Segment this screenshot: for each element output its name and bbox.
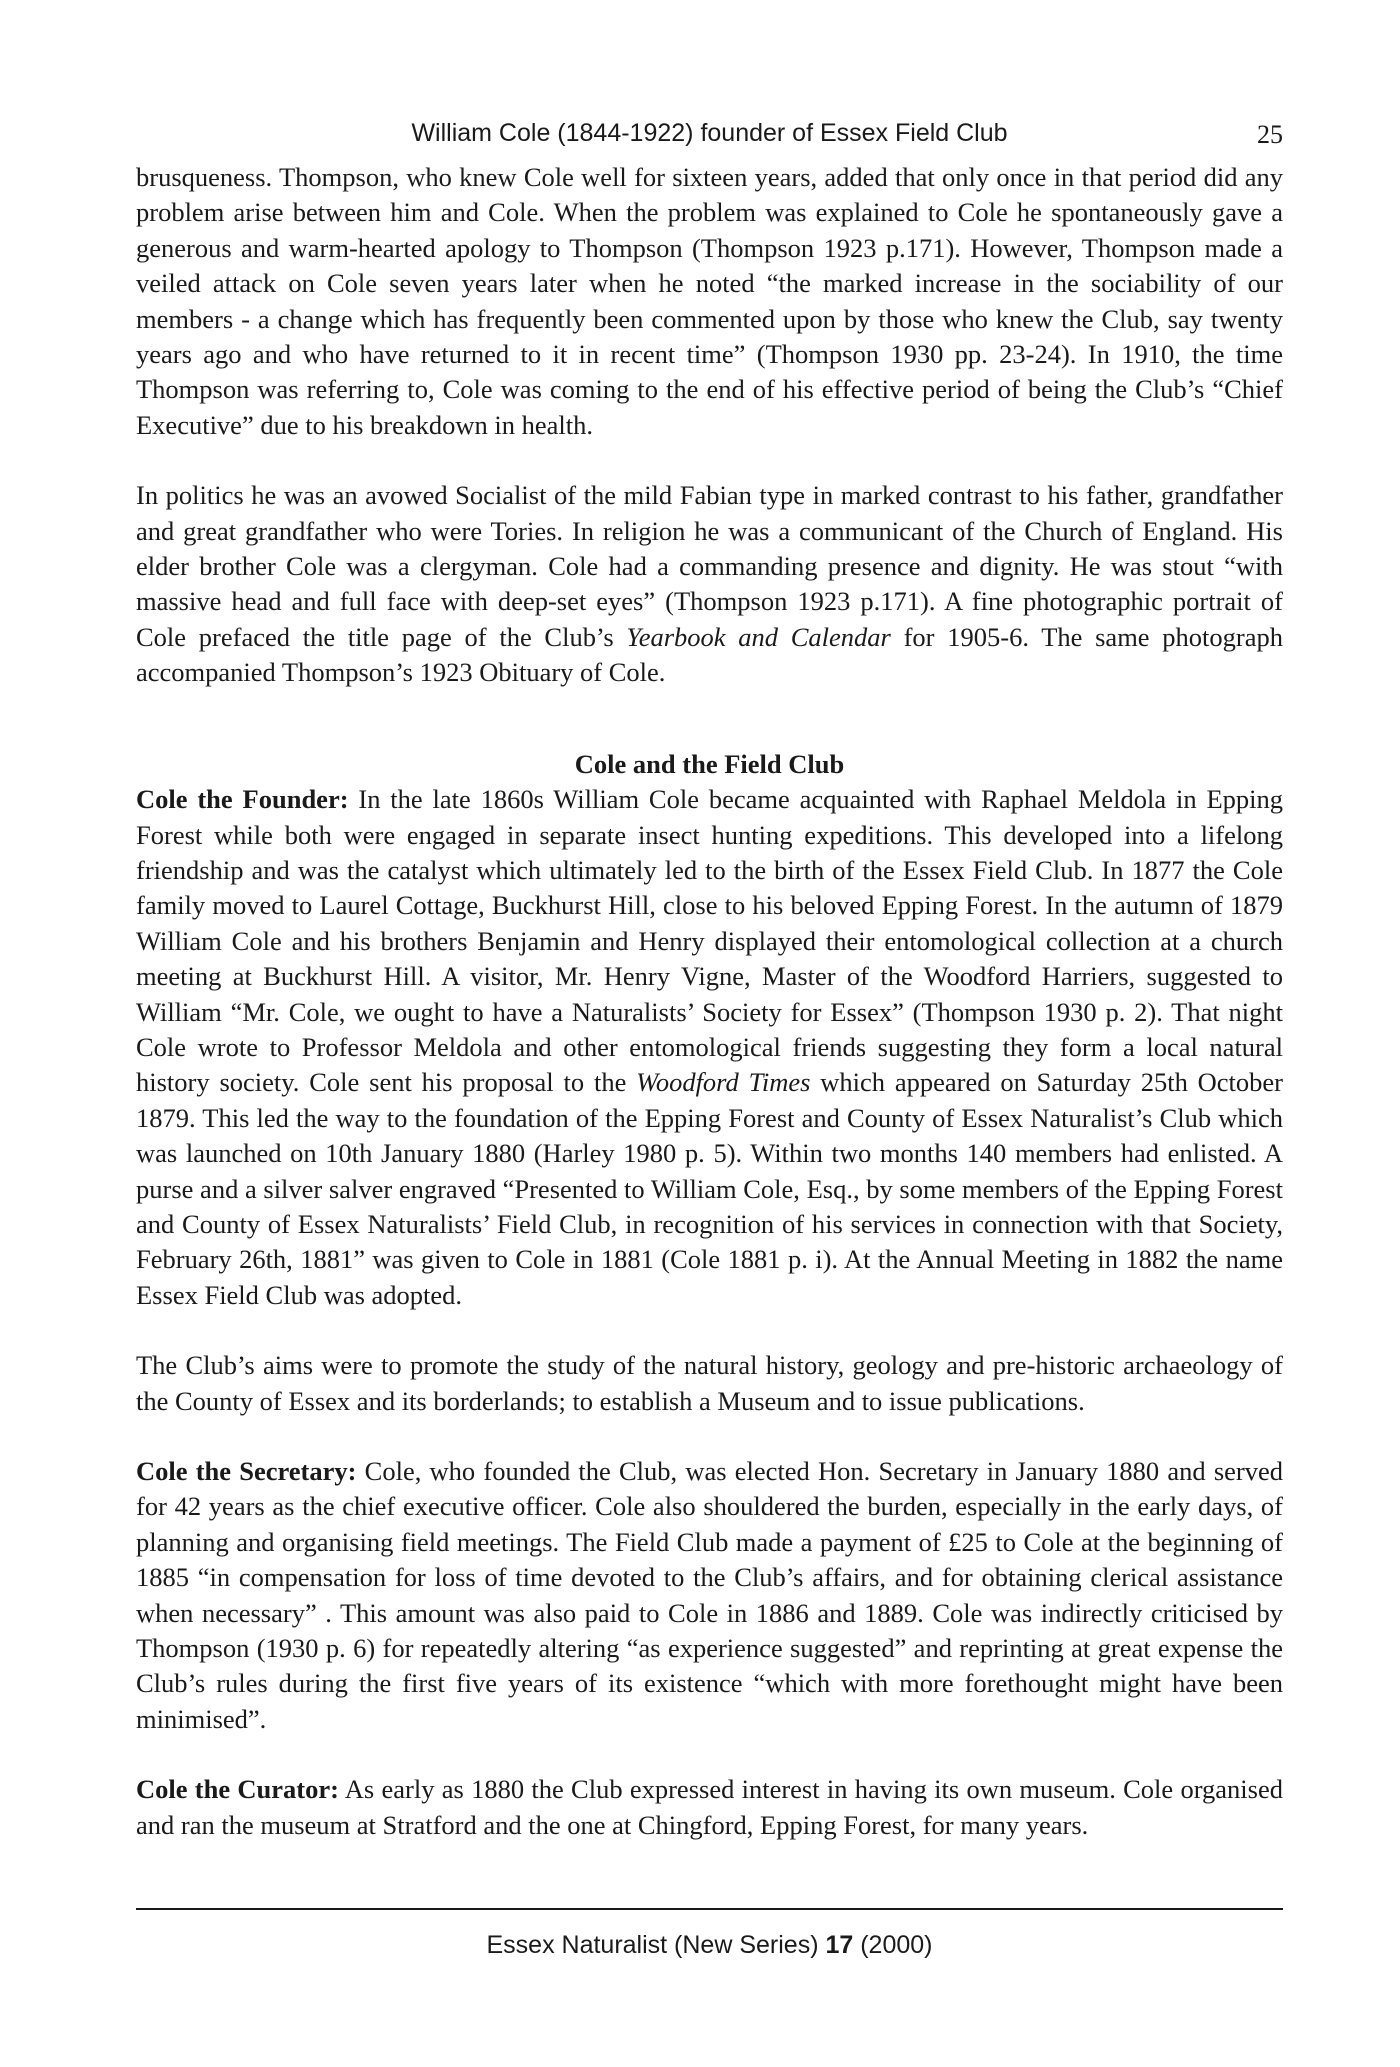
page-number: 25 — [1257, 120, 1283, 149]
paragraph-thompson: brusqueness. Thompson, who knew Cole well for sixteen years, added that only once in that period did any problem arise between him and Cole. When the problem was explained to Cole he spontaneously gave a generous and warm-hearted apology to Thompson (Thompson 1923 p.171). However, Thompson made a veiled attack on Cole seven years later when he noted “the marked increase in the sociability of our members - a change which has frequently been commented upon by those who knew the Club, say twenty years ago and who have returned to it in recent time” (Thompson 1930 pp. 23-24). In 1910, the time Thompson was referring to, Cole was coming to the end of his effective period of being the Club’s “Chief Executive” due to his breakdown in health. — [136, 162, 1283, 440]
section-heading: Cole and the Field Club — [574, 748, 845, 779]
paragraph-aims: The Club’s aims were to promote the study of the natural history, geology and pre-historic archaeology of the County of Essex and its borderlands; to establish a Museum and to issue publications. — [136, 1350, 1283, 1416]
politics-text-2: for 1905-6. The same photograph accompanied Thompson’s 1923 Obituary of Cole. — [136, 621, 1284, 688]
founder-lead: Cole the Founder: — [136, 784, 349, 815]
founder-text-2: which appeared on Saturday 25th October 1879. This led the way to the foundation of the Epping Forest and County of Essex Naturalist’s Club which was launched on 10th January 1880 (Harley 1980 p. 5). Within two months 140 members had enlisted. A purse and a silver salver engraved “Presented to William Cole, Esq., by some members of the Epping Forest and County of Essex Naturalists’ Field Club, in recognition of his services in connection with that Society, February 26th, 1881” was given to Cole in 1881 (Cole 1881 p. i). At the Annual Meeting in 1882 the name Essex Field Club was adopted. — [136, 1067, 1284, 1310]
founder-text-1: In the late 1860s William Cole became acquainted with Raphael Meldola in Epping Forest while both were engaged in separate insect hunting expeditions. This developed into a lifelong friendship and was the catalyst which ultimately led to the birth of the Essex Field Club. In 1877 the Cole family moved to Laurel Cottage, Buckhurst Hill, close to his beloved Epping Forest. In the autumn of 1879 William Cole and his brothers Benjamin and Henry displayed their entomological collection at a church meeting at Buckhurst Hill. A visitor, Mr. Henry Vigne, Master of the Woodford Harriers, suggested to William “Mr. Cole, we ought to have a Naturalists’ Society for Essex” (Thompson 1930 p. 2). That night Cole wrote to Professor Meldola and other entomological friends suggesting they form a local natural history society. Cole sent his proposal to the — [136, 784, 1283, 1098]
article-body — [136, 160, 1283, 1843]
running-title: William Cole (1844-1922) founder of Essex Field Club — [411, 119, 1008, 147]
secretary-text: Cole, who founded the Club, was elected Hon. Secretary in January 1880 and served for 42 years as the chief executive officer. Cole also shouldered the burden, especially in the early days, of planning and organising field meetings. The Field Club made a payment of £25 to Cole at the beginning of 1885 “in compensation for loss of time devoted to the Club’s affairs, and for obtaining clerical assistance when necessary” . This amount was also paid to Cole in 1886 and 1889. Cole was indirectly criticised by Thompson (1930 p. 6) for repeatedly altering “as experience suggested” and reprinting at great expense the Club’s rules during the first five years of its existence “which with more forethought might have been minimised”. — [136, 1456, 1283, 1734]
curator-lead: Cole the Curator: — [136, 1774, 339, 1805]
paragraph-secretary — [136, 1454, 1283, 1737]
secretary-lead: Cole the Secretary: — [136, 1456, 357, 1486]
curator-text: As early as 1880 the Club expressed interest in having its own museum. Cole organised and ran the museum at Stratford and the one at Chingford, Epping Forest, for many years. — [136, 1774, 1283, 1840]
paragraph-curator — [136, 1772, 1283, 1843]
politics-text-1: In politics he was an avowed Socialist of the mild Fabian type in marked contrast to his father, grandfather and great grandfather who were Tories. In religion he was a communicant of the Church of England. His elder brother Cole was a clergyman. Cole had a commanding presence and dignity. He was stout “with massive head and full face with deep-set eyes” (Thompson 1923 p.171). A fine photographic portrait of Cole prefaced the title page of the Club’s — [136, 480, 1283, 652]
paragraph-founder — [136, 782, 1283, 1313]
journal-volume: 17 — [825, 1931, 854, 1959]
journal-year: (2000) — [853, 1931, 933, 1959]
journal-footer — [136, 1930, 1283, 1960]
paragraph-politics — [136, 478, 1283, 690]
woodford-times-title: Woodford Times — [636, 1067, 811, 1098]
journal-name: Essex Naturalist (New Series) — [486, 1931, 826, 1959]
yearbook-title: Yearbook and Calendar — [626, 621, 891, 652]
footer-rule — [136, 1908, 1283, 1910]
